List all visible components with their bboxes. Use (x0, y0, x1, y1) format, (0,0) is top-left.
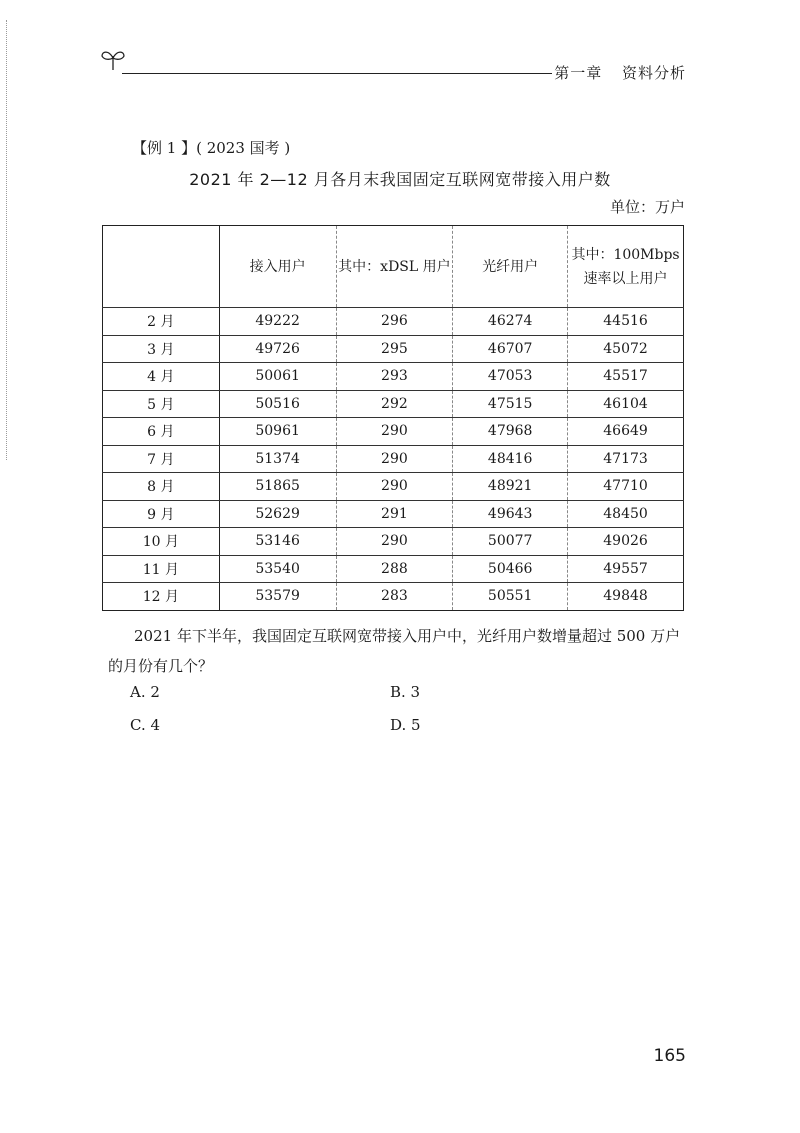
value-cell: 50077 (453, 528, 568, 556)
header-rule (122, 73, 552, 74)
column-header: 光纤用户 (453, 226, 568, 308)
value-cell: 49643 (453, 500, 568, 528)
value-cell: 47968 (453, 418, 568, 446)
option-c[interactable]: C. 4 (130, 716, 161, 734)
month-cell: 6 月 (103, 418, 220, 446)
value-cell: 47515 (453, 390, 568, 418)
table-row (103, 473, 684, 501)
value-cell: 53146 (219, 528, 336, 556)
value-cell: 50061 (219, 363, 336, 391)
value-cell: 296 (336, 308, 453, 336)
value-cell: 49848 (568, 583, 684, 611)
month-cell: 8 月 (103, 473, 220, 501)
value-cell: 290 (336, 418, 453, 446)
value-cell: 44516 (568, 308, 684, 336)
value-cell: 53540 (219, 555, 336, 583)
value-cell: 50551 (453, 583, 568, 611)
value-cell: 291 (336, 500, 453, 528)
value-cell: 50961 (219, 418, 336, 446)
column-header (103, 226, 220, 308)
table-row (103, 363, 684, 391)
chapter-label: 第一章 (554, 64, 603, 82)
column-header: 接入用户 (219, 226, 336, 308)
value-cell: 46707 (453, 335, 568, 363)
month-cell: 5 月 (103, 390, 220, 418)
table-row (103, 335, 684, 363)
value-cell: 49026 (568, 528, 684, 556)
running-header (540, 62, 686, 83)
value-cell: 293 (336, 363, 453, 391)
value-cell: 47710 (568, 473, 684, 501)
value-cell: 290 (336, 528, 453, 556)
table-row (103, 583, 684, 611)
table-row (103, 528, 684, 556)
value-cell: 48921 (453, 473, 568, 501)
value-cell: 290 (336, 473, 453, 501)
value-cell: 49557 (568, 555, 684, 583)
value-cell: 45517 (568, 363, 684, 391)
value-cell: 46274 (453, 308, 568, 336)
value-cell: 50516 (219, 390, 336, 418)
value-cell: 283 (336, 583, 453, 611)
option-b[interactable]: B. 3 (390, 683, 421, 701)
value-cell: 50466 (453, 555, 568, 583)
table-row (103, 445, 684, 473)
column-header: 其中：xDSL 用户 (336, 226, 453, 308)
table-header-row (103, 226, 684, 308)
value-cell: 46104 (568, 390, 684, 418)
value-cell: 47053 (453, 363, 568, 391)
month-cell: 3 月 (103, 335, 220, 363)
month-cell: 7 月 (103, 445, 220, 473)
table-unit: 单位：万户 (609, 198, 685, 216)
month-cell: 4 月 (103, 363, 220, 391)
table-row (103, 500, 684, 528)
value-cell: 47173 (568, 445, 684, 473)
month-cell: 9 月 (103, 500, 220, 528)
value-cell: 48416 (453, 445, 568, 473)
value-cell: 52629 (219, 500, 336, 528)
question-text: 2021 年下半年，我国固定互联网宽带接入用户中，光纤用户数增量超过 500 万户的月份有几个？ (108, 627, 681, 675)
month-cell: 2 月 (103, 308, 220, 336)
option-d[interactable]: D. 5 (390, 716, 421, 734)
value-cell: 292 (336, 390, 453, 418)
value-cell: 51374 (219, 445, 336, 473)
value-cell: 288 (336, 555, 453, 583)
sprout-icon (100, 46, 126, 72)
table-row (103, 390, 684, 418)
month-cell: 11 月 (103, 555, 220, 583)
value-cell: 51865 (219, 473, 336, 501)
value-cell: 45072 (568, 335, 684, 363)
month-cell: 10 月 (103, 528, 220, 556)
table-row (103, 308, 684, 336)
table-row (103, 555, 684, 583)
value-cell: 53579 (219, 583, 336, 611)
option-a[interactable]: A. 2 (130, 683, 160, 701)
value-cell: 49726 (219, 335, 336, 363)
margin-binding-marks (6, 20, 9, 460)
value-cell: 49222 (219, 308, 336, 336)
value-cell: 295 (336, 335, 453, 363)
value-cell: 48450 (568, 500, 684, 528)
table-title: 2021 年 2—12 月各月末我国固定互联网宽带接入用户数 (189, 170, 611, 189)
table-row (103, 418, 684, 446)
broadband-users-table (102, 225, 684, 611)
column-header: 其中：100Mbps 速率以上用户 (568, 226, 684, 308)
value-cell: 46649 (568, 418, 684, 446)
example-label: 【例 1 】( 2023 国考 ) (132, 139, 291, 157)
page-number: 165 (653, 1046, 686, 1066)
value-cell: 290 (336, 445, 453, 473)
section-label: 资料分析 (621, 64, 686, 82)
month-cell: 12 月 (103, 583, 220, 611)
